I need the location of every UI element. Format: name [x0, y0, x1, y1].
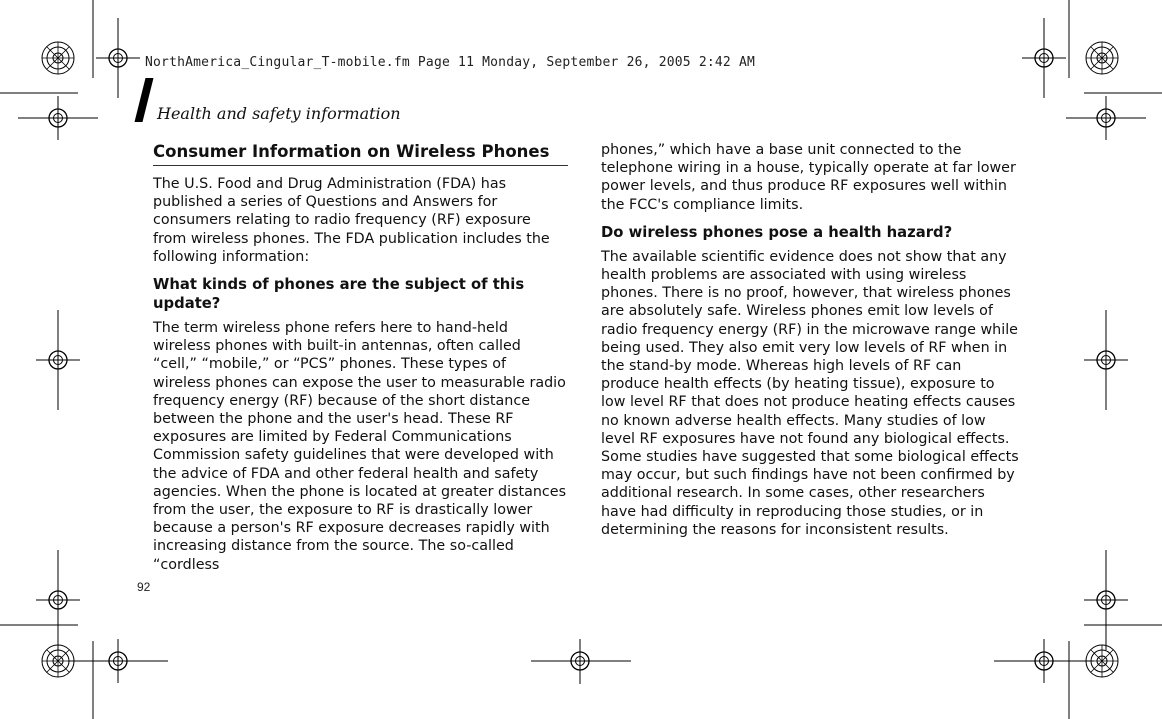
question-heading-2: Do wireless phones pose a health hazard? [601, 223, 953, 241]
section-marker-bar [135, 78, 154, 122]
intro-paragraph: The U.S. Food and Drug Administration (FDA) has published a series of Questions and Answers for consumers relating to radio frequency (RF) exposure from wireless phones. The FDA publication includes the following information: [153, 176, 550, 265]
file-header: NorthAmerica_Cingular_T-mobile.fm Page 11 Monday, September 26, 2005 2:42 AM [145, 55, 756, 70]
page-number: 92 [137, 580, 151, 594]
right-column [601, 141, 1021, 539]
answer-paragraph-2: The available scientific evidence does not show that any health problems are associated with using wireless phones. There is no proof, however, that wireless phones are absolutely safe. Wireless phones emit low levels of radio frequency energy (RF) in the microwave range while being used. They also emit very low levels of RF when in the stand-by mode. Whereas high levels of RF can produce health effects (by heating tissue), exposure to low level RF that does not produce heating effects causes no known adverse health effects. Many studies of low level RF exposures have not found any biological effects. Some studies have suggested that some biological effects may occur, but such findings have not been confirmed by additional research. In some cases, other researchers have had difficulty in reproducing those studies, or in determining the reasons for inconsistent results. [601, 248, 1019, 538]
main-heading: Consumer Information on Wireless Phones [153, 141, 568, 166]
question-heading-1: What kinds of phones are the subject of this update? [153, 276, 525, 313]
continuation-paragraph: phones,” which have a base unit connected to the telephone wiring in a house, typically operate at far lower power levels, and thus produce RF exposures well within the FCC's compliance limits. [601, 142, 1016, 213]
section-title: Health and safety information [157, 104, 401, 123]
answer-paragraph-1: The term wireless phone refers here to hand-held wireless phones with built-in antennas, often called “cell,” “mobile,” or “PCS” phones. These types of wireless phones can expose the user to measurable radio frequency energy (RF) because of the short distance between the phone and the user's head. These RF exposures are limited by Federal Communications Commission safety guidelines that were developed with the advice of FDA and other federal health and safety agencies. When the phone is located at greater distances from the user, the exposure to RF is drastically lower because a person's RF exposure decreases rapidly with increasing distance from the source. The so-called “cordless [153, 320, 567, 573]
left-column [153, 141, 568, 574]
